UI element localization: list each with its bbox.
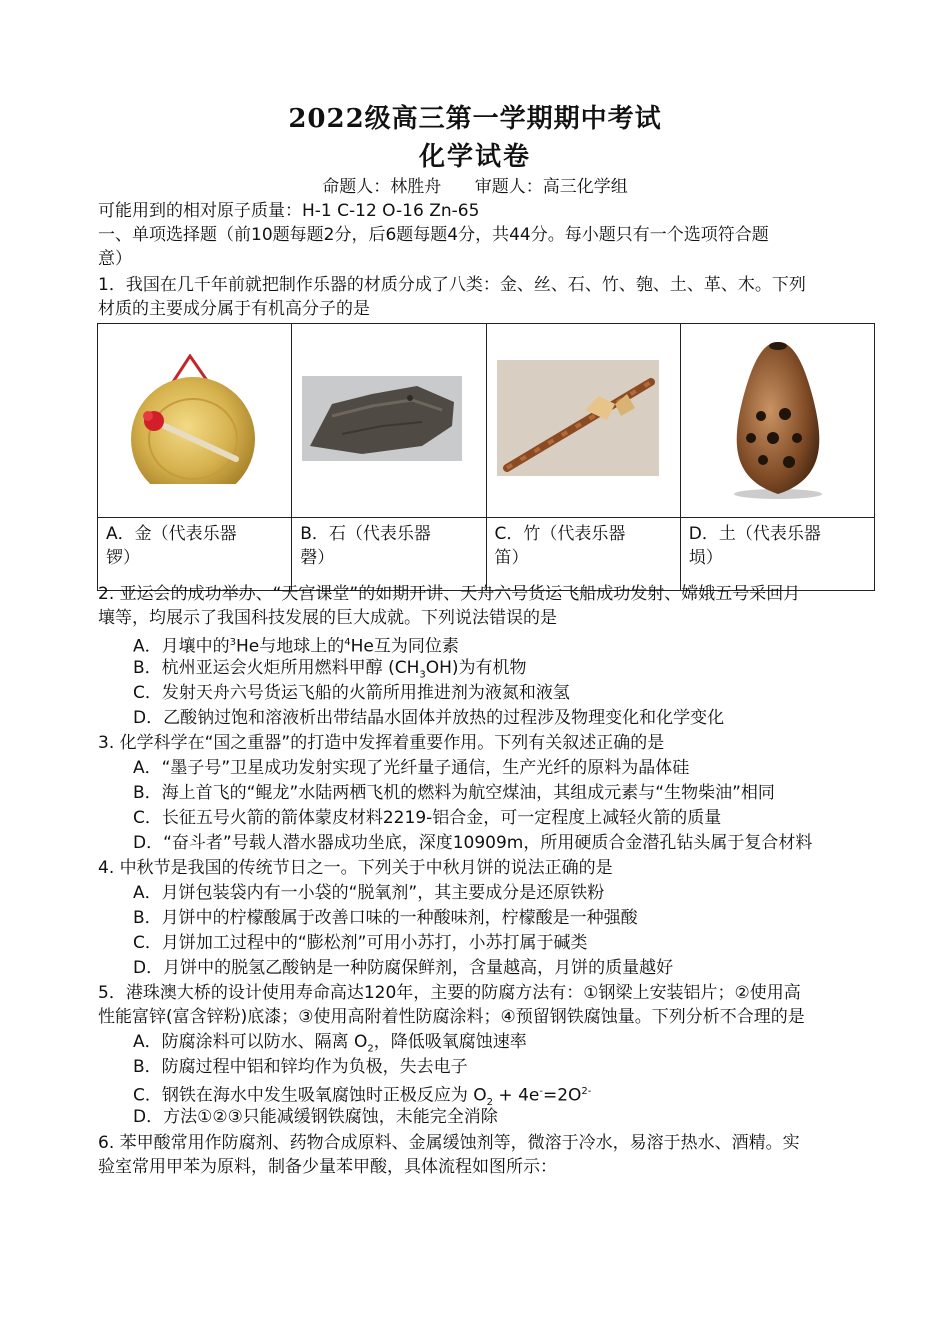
setter: 命题人：林胜舟: [322, 177, 442, 197]
q2-option-d: D．乙酸钠过饱和溶液析出带结晶水固体并放热的过程涉及物理变化和化学变化: [133, 708, 725, 728]
q2-option-c: C．发射天舟六号货运飞船的火箭所用推进剂为液氮和液氢: [133, 683, 570, 703]
q1-stem-cont: 材质的主要成分属于有机高分子的是: [98, 299, 370, 319]
q3-option-d: D．“奋斗者”号载人潜水器成功坐底，深度10909m，所用硬质合金潜孔钻头属于复合材料: [133, 833, 813, 853]
clay-xun-icon: [721, 338, 835, 500]
q1-option-a: [98, 518, 292, 591]
q4-stem: 4. 中秋节是我国的传统节日之一。下列关于中秋月饼的说法正确的是: [98, 858, 613, 878]
q3-stem: 3. 化学科学在“国之重器”的打造中发挥着重要作用。下列有关叙述正确的是: [98, 733, 665, 753]
option-b-line2: 磬）: [300, 548, 335, 568]
q5-stem-cont: 性能富锌(富含锌粉)底漆；③使用高附着性防腐涂料；④预留钢铁腐蚀量。下列分析不合理的是: [98, 1007, 805, 1027]
exam-subject: 化学试卷: [418, 142, 531, 172]
option-b-line1: B．石（代表乐器: [300, 524, 431, 544]
atomic-masses: 可能用到的相对原子质量：H-1 C-12 O-16 Zn-65: [98, 201, 480, 221]
option-d-line2: 埙）: [688, 548, 723, 568]
q3-option-a: A．“墨子号”卫星成功发射实现了光纤量子通信，生产光纤的原料为晶体硅: [133, 758, 690, 778]
q3-option-c: C．长征五号火箭的箭体蒙皮材料2219-铝合金，可一定程度上减轻火箭的质量: [133, 808, 722, 828]
q1-image-cell-b: [292, 324, 486, 518]
exam-title: 2022级高三第一学期期中考试: [288, 104, 662, 134]
q2-option-a: A．月壤中的$^3$He与地球上的$^4$He互为同位素: [133, 636, 459, 657]
q3-option-b: B．海上首飞的“鲲龙”水陆两栖飞机的燃料为航空煤油，其组成元素与“生物柴油”相同: [133, 783, 775, 803]
q6-stem: 6. 苯甲酸常用作防腐剂、药物合成原料、金属缓蚀剂等，微溶于冷水，易溶于热水、酒精。实: [98, 1133, 800, 1153]
q2-stem-cont: 壤等，均展示了我国科技发展的巨大成就。下列说法错误的是: [98, 608, 557, 628]
q1-image-cell-a: [98, 324, 292, 518]
q6-stem-cont: 验室常用甲苯为原料，制备少量苯甲酸，具体流程如图所示：: [98, 1157, 557, 1177]
q4-option-a: A．月饼包装袋内有一小袋的“脱氧剂”，其主要成分是还原铁粉: [133, 883, 605, 903]
q5-stem: 5．港珠澳大桥的设计使用寿命高达120年，主要的防腐方法有：①钢梁上安装铝片；②使用高: [98, 983, 801, 1003]
q5-option-c: C．钢铁在海水中发生吸氧腐蚀时正极反应为 $O_2 + 4e^-=2O^{2-}$: [133, 1085, 592, 1109]
q4-option-d: D．月饼中的脱氢乙酸钠是一种防腐保鲜剂，含量越高，月饼的质量越好: [133, 958, 674, 978]
q1-image-cell-d: [680, 324, 874, 518]
q1-instrument-table: [97, 323, 875, 591]
q1-image-cell-c: [486, 324, 680, 518]
q1-option-d: [680, 518, 874, 591]
bamboo-flute-icon: [497, 360, 659, 476]
q4-option-b: B．月饼中的柠檬酸属于改善口味的一种酸味剂，柠檬酸是一种强酸: [133, 908, 638, 928]
exam-authors: [0, 172, 950, 197]
option-c-line2: 笛）: [494, 548, 529, 568]
option-d-line1: D．土（代表乐器: [688, 524, 821, 544]
q1-option-b: [292, 518, 486, 591]
q2-option-b: B．杭州亚运会火炬所用燃料甲醇 $(CH_3OH)$为有机物: [133, 658, 527, 681]
section-heading: 一、单项选择题（前10题每题2分，后6题每题4分，共44分。每小题只有一个选项符合题: [98, 225, 769, 245]
option-a-line1: A．金（代表乐器: [106, 524, 237, 544]
section-heading-cont: 意）: [98, 249, 132, 269]
q4-option-c: C．月饼加工过程中的“膨松剂”可用小苏打，小苏打属于碱类: [133, 933, 588, 953]
gong-icon: [128, 354, 263, 484]
q1-option-c: [486, 518, 680, 591]
option-a-line2: 锣）: [106, 548, 140, 568]
q1-stem: 1．我国在几千年前就把制作乐器的材质分成了八类：金、丝、石、竹、匏、土、革、木。下列: [98, 275, 806, 295]
stone-chime-icon: [302, 376, 462, 461]
q5-option-a: A．防腐涂料可以防水、隔离 $O_2$，降低吸氧腐蚀速率: [133, 1032, 527, 1055]
reviewer: 审题人：高三化学组: [474, 177, 628, 197]
q5-option-d: D．方法①②③只能减缓钢铁腐蚀，未能完全消除: [133, 1107, 498, 1127]
q5-option-b: B．防腐过程中铝和锌均作为负极，失去电子: [133, 1057, 468, 1077]
q2-stem: 2. 亚运会的成功举办、“天宫课堂”的如期开讲、天舟六号货运飞船成功发射、嫦娥五号采回月: [98, 584, 801, 604]
option-c-line1: C．竹（代表乐器: [494, 524, 626, 544]
